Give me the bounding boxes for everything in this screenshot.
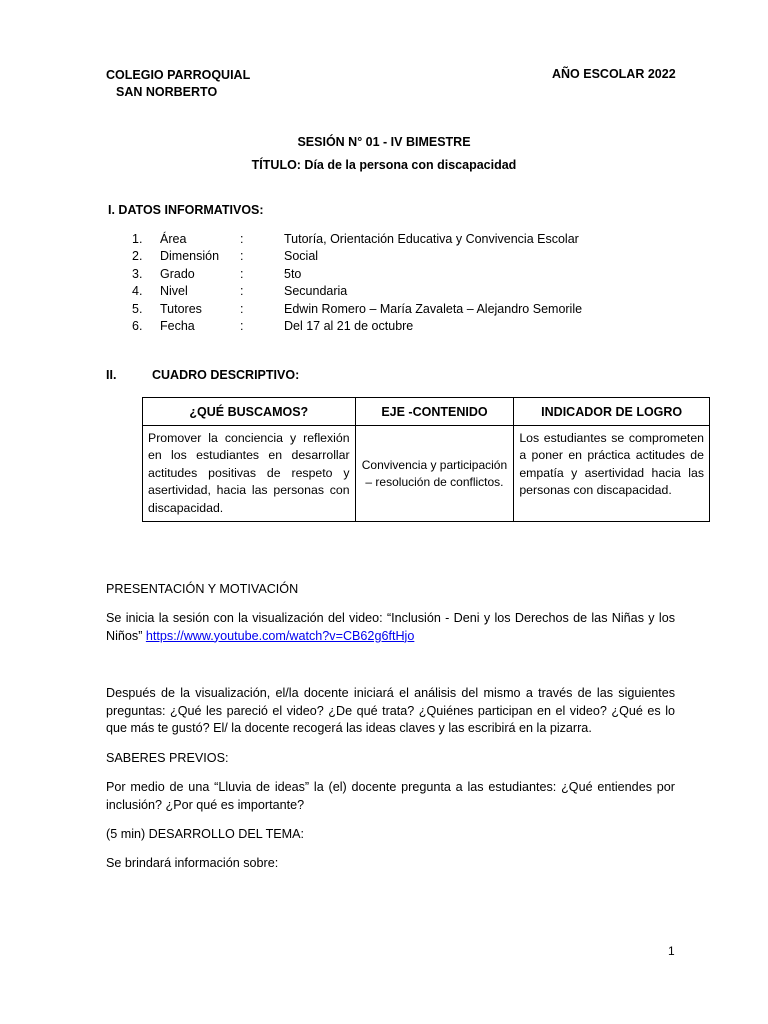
video-paragraph: Se inicia la sesión con la visualización del video: “Inclusión - Deni y los Derechos de las Niñas y los Niños” https://www.youtube.com/watch?v=CB62g6ftHjo bbox=[106, 611, 675, 643]
school-name bbox=[106, 67, 250, 101]
cuadro-descriptivo-table bbox=[142, 397, 710, 522]
table-header-cell: EJE -CONTENIDO bbox=[355, 398, 514, 426]
school-name-line2: SAN NORBERTO bbox=[116, 85, 218, 99]
school-name-line1: COLEGIO PARROQUIAL bbox=[106, 68, 251, 82]
presentacion-heading: PRESENTACIÓN Y MOTIVACIÓN bbox=[106, 582, 299, 596]
saberes-heading: SABERES PREVIOS: bbox=[106, 751, 229, 765]
datos-item: 2. Dimensión : Social bbox=[132, 249, 319, 264]
table-cell: Promover la conciencia y reflexión en los estudiantes en desarrollar actitudes positivas de respeto y asertividad, hacia las personas con discapacidad. bbox=[143, 426, 356, 522]
section-datos-heading: I. DATOS INFORMATIVOS: bbox=[108, 203, 264, 217]
video-link[interactable]: https://www.youtube.com/watch?v=CB62g6ftHjo bbox=[145, 628, 415, 643]
datos-item: 6. Fecha : Del 17 al 21 de octubre bbox=[132, 319, 414, 334]
lluvia-paragraph: Por medio de una “Lluvia de ideas” la (el) docente pregunta a las estudiantes: ¿Qué entiendes por inclusión? ¿Por qué es importante? bbox=[106, 780, 675, 812]
table-header-cell: INDICADOR DE LOGRO bbox=[514, 398, 710, 426]
desarrollo-heading: (5 min) DESARROLLO DEL TEMA: bbox=[106, 827, 305, 841]
session-heading: SESIÓN N° 01 - IV BIMESTRE bbox=[297, 135, 471, 149]
table-header-row bbox=[143, 398, 710, 426]
section-cuadro-heading: II. CUADRO DESCRIPTIVO: bbox=[106, 368, 300, 382]
table-cell: Los estudiantes se comprometen a poner en práctica actitudes de empatía y asertividad hacia las personas con discapacidad. bbox=[514, 426, 710, 522]
table-cell: Convivencia y participación – resolución de conflictos. bbox=[355, 426, 514, 522]
datos-item: 1. Área : Tutoría, Orientación Educativa y Convivencia Escolar bbox=[132, 232, 579, 246]
table-header-cell: ¿QUÉ BUSCAMOS? bbox=[143, 398, 356, 426]
table-row bbox=[143, 426, 710, 522]
datos-item: 4. Nivel : Secundaria bbox=[132, 284, 348, 299]
brindara-text: Se brindará información sobre: bbox=[106, 856, 279, 870]
analysis-paragraph: Después de la visualización, el/la docente iniciará el análisis del mismo a través de las siguientes preguntas: ¿Qué les pareció el video? ¿De qué trata? ¿Quiénes participan en el video? ¿Qué es lo que más te gustó? El/ la docente recogerá las ideas claves y las escribirá en la pizarra. bbox=[106, 686, 675, 736]
datos-item: 3. Grado : 5to bbox=[132, 266, 302, 281]
school-year: AÑO ESCOLAR 2022 bbox=[552, 67, 676, 81]
document-title: TÍTULO: Día de la persona con discapacidad bbox=[251, 158, 517, 172]
page-number: 1 bbox=[668, 944, 675, 958]
datos-item: 5. Tutores : Edwin Romero – María Zavaleta – Alejandro Semorile bbox=[132, 301, 583, 316]
datos-list bbox=[132, 231, 582, 335]
